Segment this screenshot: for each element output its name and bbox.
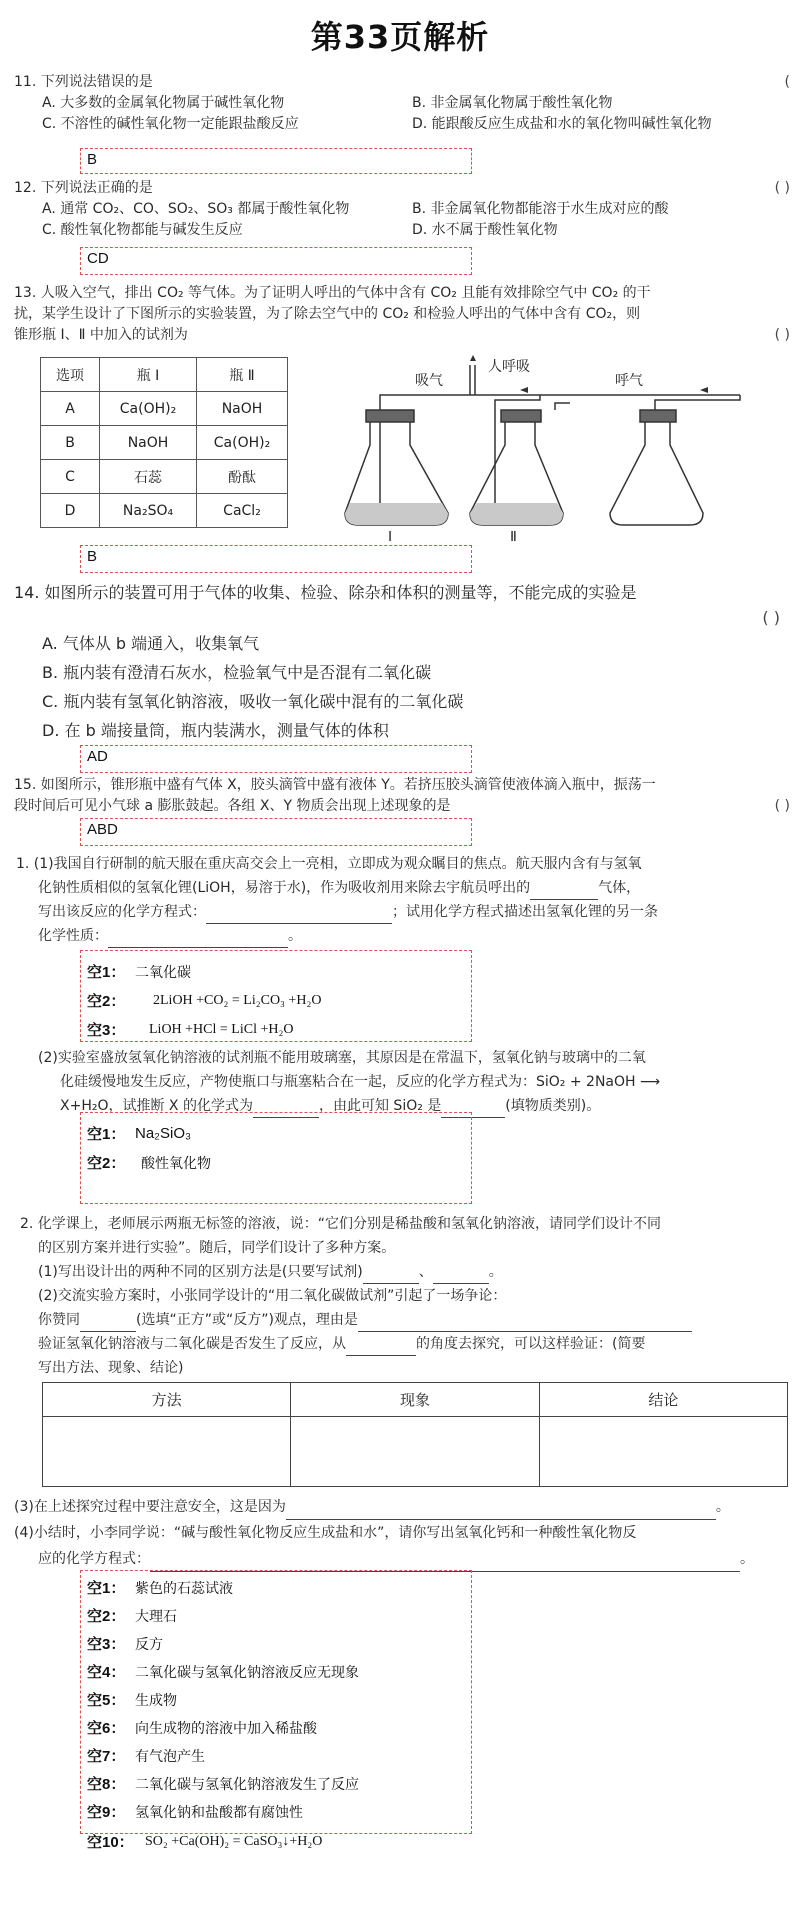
- option-b: B. 瓶内装有澄清石灰水，检验氧气中是否混有二氧化碳: [42, 663, 432, 682]
- question-line: 13. 人吸入空气，排出 CO₂ 等气体。为了证明人呼出的气体中含有 CO₂ 且能有效排除空气中 CO₂ 的干: [14, 285, 651, 301]
- blank-label: 空2：: [87, 993, 126, 1010]
- blank-row: [87, 990, 471, 1011]
- blank-value: 生成物: [135, 1691, 177, 1708]
- exhale-label: 呼气: [615, 372, 643, 388]
- question-stem: 14. 如图所示的装置可用于气体的收集、检验、除杂和体积的测量等，不能完成的实验是: [14, 583, 637, 602]
- text: (1)写出设计出的两种不同的区别方法是(只要写试剂): [38, 1264, 363, 1280]
- blank-row: [87, 1773, 471, 1794]
- blank-row: [87, 1019, 471, 1040]
- text: (3)在上述探究过程中要注意安全，这是因为: [14, 1499, 286, 1515]
- blank-value: 2LiOH +CO₂ = Li₂CO₃ +H₂O: [153, 992, 322, 1008]
- question-line: 15. 如图所示，锥形瓶中盛有气体 X，胶头滴管中盛有液体 Y。若挤压胶头滴管使液体滴入瓶中，振荡一: [14, 777, 656, 793]
- answer-box: [80, 818, 472, 846]
- question-line: 扰，某学生设计了下图所示的实验装置，为了除去空气中的 CO₂ 和检验人呼出的气体中含有 CO₂，则: [14, 306, 641, 322]
- text: (填物质类别)。: [505, 1098, 601, 1114]
- option-d: D. 在 b 端接量筒，瓶内装满水，测量气体的体积: [42, 721, 389, 740]
- blank-value: 二氧化碳与氢氧化钠溶液发生了反应: [135, 1775, 359, 1792]
- text: 、: [418, 1264, 433, 1280]
- blank-value: LiOH +HCl = LiCl +H₂O: [149, 1021, 294, 1037]
- question-line: 写出方法、现象、结论): [38, 1360, 184, 1376]
- question-14: [14, 578, 790, 745]
- answer-box: [80, 148, 472, 174]
- blank-row: [87, 1577, 471, 1598]
- answer-box: [80, 247, 472, 275]
- table-header-row: [41, 358, 288, 392]
- text: 写出该反应的化学方程式：: [38, 904, 206, 920]
- answer-text: B: [87, 151, 98, 168]
- question-line: (2)实验室盛放氢氧化钠溶液的试剂瓶不能用玻璃塞，其原因是在常温下，氢氧化钠与玻璃中的二氧: [38, 1050, 646, 1066]
- table-row: [41, 460, 288, 494]
- fill-blank: [108, 933, 288, 948]
- option-c: C. 瓶内装有氢氧化钠溶液，吸收一氧化碳中混有的二氧化碳: [42, 692, 464, 711]
- question-line: [14, 1546, 790, 1572]
- blank-value: 二氧化碳: [135, 963, 191, 980]
- blank-value: 有气泡产生: [135, 1747, 205, 1764]
- text: 化学性质：: [38, 928, 108, 944]
- blank-value: 向生成物的溶液中加入稀盐酸: [135, 1719, 317, 1736]
- blank-row: [87, 1801, 471, 1822]
- text: 你赞同: [38, 1312, 80, 1328]
- blank-label: 空8：: [87, 1776, 126, 1793]
- question-line: 1. (1)我国自行研制的航天服在重庆高交会上一亮相，立即成为观众瞩目的焦点。航天服内含有与氢氧: [16, 856, 642, 872]
- question-11: [14, 72, 790, 135]
- answer-paren: ( ): [762, 608, 780, 627]
- blank-label: 空4：: [87, 1664, 126, 1681]
- question-12: [14, 178, 790, 241]
- table-cell: NaOH: [197, 392, 288, 426]
- blank-value: SO₂ +Ca(OH)₂ = CaSO₃↓+H₂O: [145, 1833, 323, 1849]
- blank-label: 空1：: [87, 1126, 126, 1143]
- table-cell: [291, 1417, 539, 1487]
- fill-blank: [206, 909, 392, 924]
- text: 。: [715, 1499, 730, 1515]
- question-13: [14, 283, 790, 346]
- question-line: 锥形瓶 Ⅰ、Ⅱ 中加入的试剂为: [14, 327, 188, 343]
- flask-2-label: Ⅱ: [510, 530, 517, 545]
- text: 。: [288, 928, 302, 944]
- table-cell: Ca(OH)₂: [100, 392, 197, 426]
- blank-label: 空1：: [87, 1580, 126, 1597]
- table-cell: [539, 1417, 787, 1487]
- answer-box: [80, 545, 472, 573]
- question-15: [14, 775, 790, 817]
- table-cell: 瓶 Ⅰ: [100, 358, 197, 392]
- question-stem: 11. 下列说法错误的是: [14, 74, 153, 90]
- table-cell: 选项: [41, 358, 100, 392]
- blank-row: [87, 1605, 471, 1626]
- blank-value: 二氧化碳与氢氧化钠溶液反应无现象: [135, 1663, 359, 1680]
- blank-label: 空1：: [87, 964, 126, 981]
- blank-label: 空7：: [87, 1748, 126, 1765]
- problem-2: [20, 1212, 792, 1380]
- blank-row: [87, 1831, 471, 1852]
- blank-row: [87, 1717, 471, 1738]
- question-line: [20, 1260, 792, 1284]
- inhale-label: 吸气: [415, 372, 443, 388]
- text: 气体，: [598, 880, 641, 896]
- experiment-table: [42, 1382, 788, 1487]
- option-a: A. 通常 CO₂、CO、SO₂、SO₃ 都属于酸性氧化物: [42, 201, 350, 217]
- table-header-cell: 结论: [539, 1383, 787, 1417]
- question-line: (4)小结时，小李同学说：“碱与酸性氧化物反应生成盐和水”，请你写出氢氧化钙和一种酸性氧化物反: [14, 1525, 637, 1541]
- answer-paren: (: [784, 74, 790, 90]
- option-a: A. 大多数的金属氧化物属于碱性氧化物: [42, 95, 285, 111]
- blank-value: 大理石: [135, 1607, 177, 1624]
- table-header-row: [43, 1383, 788, 1417]
- question-line: 的区别方案并进行实验”。随后，同学们设计了多种方案。: [38, 1240, 396, 1256]
- breath-label: 人呼吸: [488, 358, 530, 374]
- answer-paren: ( ): [774, 327, 790, 343]
- table-header-cell: 方法: [43, 1383, 291, 1417]
- table-cell: Ca(OH)₂: [197, 426, 288, 460]
- fill-blank: [530, 885, 598, 900]
- question-line: [16, 900, 792, 924]
- table-cell: [43, 1417, 291, 1487]
- table-row: [41, 426, 288, 460]
- table-cell: CaCl₂: [197, 494, 288, 528]
- answer-text: ABD: [87, 821, 118, 838]
- answer-box: [80, 950, 472, 1042]
- blank-value: 氢氧化钠和盐酸都有腐蚀性: [135, 1803, 303, 1820]
- blank-row: [87, 1633, 471, 1654]
- problem-1-part-2: [38, 1046, 790, 1118]
- question-line: [20, 1308, 792, 1332]
- text: 应的化学方程式：: [38, 1551, 150, 1567]
- blank-label: 空3：: [87, 1022, 126, 1039]
- blank-row: [87, 1661, 471, 1682]
- options: [14, 629, 790, 745]
- flask-1-label: Ⅰ: [388, 530, 393, 545]
- text: 验证氢氧化钠溶液与二氧化碳是否发生了反应，从: [38, 1336, 346, 1352]
- blank-label: 空9：: [87, 1804, 126, 1821]
- question-line: [16, 876, 792, 900]
- answer-box: [80, 1112, 472, 1204]
- question-line: 2. 化学课上，老师展示两瓶无标签的溶液，说：“它们分别是稀盐酸和氢氧化钠溶液，请同学们设计不同: [20, 1216, 662, 1232]
- answer-text: B: [87, 548, 98, 565]
- blank-label: 空3：: [87, 1636, 126, 1653]
- options: [14, 199, 790, 241]
- table-cell: 石蕊: [100, 460, 197, 494]
- fill-blank: [358, 1317, 692, 1332]
- question-line: [16, 924, 792, 948]
- question-line: (2)交流实验方案时，小张同学设计的“用二氧化碳做试剂”引起了一场争论：: [38, 1288, 507, 1304]
- answer-box: [80, 745, 472, 773]
- answer-text: CD: [87, 250, 109, 267]
- option-d: D. 能跟酸反应生成盐和水的氧化物叫碱性氧化物: [412, 116, 712, 132]
- blank-label: 空10：: [87, 1834, 134, 1851]
- blank-row: [87, 1689, 471, 1710]
- question-line: 化硅缓慢地发生反应，产物使瓶口与瓶塞粘合在一起，反应的化学方程式为：SiO₂ + 2NaOH ⟶: [60, 1074, 661, 1090]
- fill-blank: [286, 1505, 716, 1520]
- text: 。: [740, 1551, 754, 1567]
- option-b: B. 非金属氧化物属于酸性氧化物: [412, 95, 613, 111]
- blank-label: 空5：: [87, 1692, 126, 1709]
- blank-row: [87, 1745, 471, 1766]
- fill-blank: [80, 1317, 136, 1332]
- fill-blank: [363, 1269, 419, 1284]
- table-cell: 酚酞: [197, 460, 288, 494]
- question-stem: 12. 下列说法正确的是: [14, 180, 153, 196]
- blank-row: [87, 961, 471, 982]
- option-d: D. 水不属于酸性氧化物: [412, 222, 558, 238]
- table-cell: C: [41, 460, 100, 494]
- blank-label: 空2：: [87, 1155, 126, 1172]
- fill-blank: [346, 1341, 416, 1356]
- table-row: [41, 392, 288, 426]
- text: ，由此可知 SiO₂ 是: [318, 1098, 442, 1114]
- table-cell: 瓶 Ⅱ: [197, 358, 288, 392]
- problem-2-parts-3-4: [14, 1494, 790, 1572]
- table-cell: Na₂SO₄: [100, 494, 197, 528]
- text: 的角度去探究，可以这样验证：(简要: [416, 1336, 646, 1352]
- question-line: 段时间后可见小气球 a 膨胀鼓起。各组 X、Y 物质会出现上述现象的是: [14, 798, 451, 814]
- answer-paren: ( ): [774, 798, 790, 814]
- text: 。: [488, 1264, 503, 1280]
- flask-apparatus-diagram: [340, 355, 800, 545]
- text: ；试用化学方程式描述出氢氧化锂的另一条: [392, 904, 658, 920]
- table-cell: NaOH: [100, 426, 197, 460]
- problem-1: [16, 852, 792, 948]
- fill-blank: [433, 1269, 489, 1284]
- blank-label: 空2：: [87, 1608, 126, 1625]
- blank-row: [87, 1123, 471, 1144]
- question-line: [20, 1332, 792, 1356]
- options: [14, 93, 790, 135]
- option-b: B. 非金属氧化物都能溶于水生成对应的酸: [412, 201, 669, 217]
- option-c: C. 酸性氧化物都能与碱发生反应: [42, 222, 243, 238]
- table-header-cell: 现象: [291, 1383, 539, 1417]
- table-cell: A: [41, 392, 100, 426]
- blank-row: [87, 1152, 471, 1173]
- question-line: [14, 1494, 790, 1520]
- blank-value: 紫色的石蕊试液: [135, 1579, 233, 1596]
- page-title: 第33页解析: [310, 18, 490, 56]
- reagent-table: [40, 357, 288, 528]
- table-row: [43, 1417, 788, 1487]
- table-cell: D: [41, 494, 100, 528]
- blank-value: Na₂SiO₃: [135, 1125, 192, 1142]
- table-row: [41, 494, 288, 528]
- option-a: A. 气体从 b 端通入，收集氧气: [42, 634, 260, 653]
- blank-label: 空6：: [87, 1720, 126, 1737]
- answer-paren: ( ): [774, 180, 790, 196]
- answer-box: [80, 1570, 472, 1851]
- answer-text: AD: [87, 748, 108, 765]
- text: (选填“正方”或“反方”)观点，理由是: [136, 1312, 358, 1328]
- text: 化钠性质相似的氢氧化锂(LiOH，易溶于水)，作为吸收剂用来除去宇航员呼出的: [38, 880, 531, 896]
- blank-value: 酸性氧化物: [141, 1154, 211, 1171]
- table-cell: B: [41, 426, 100, 460]
- option-c: C. 不溶性的碱性氧化物一定能跟盐酸反应: [42, 116, 299, 132]
- blank-value: 反方: [135, 1635, 163, 1652]
- text: X+H₂O，试推断 X 的化学式为: [60, 1098, 253, 1114]
